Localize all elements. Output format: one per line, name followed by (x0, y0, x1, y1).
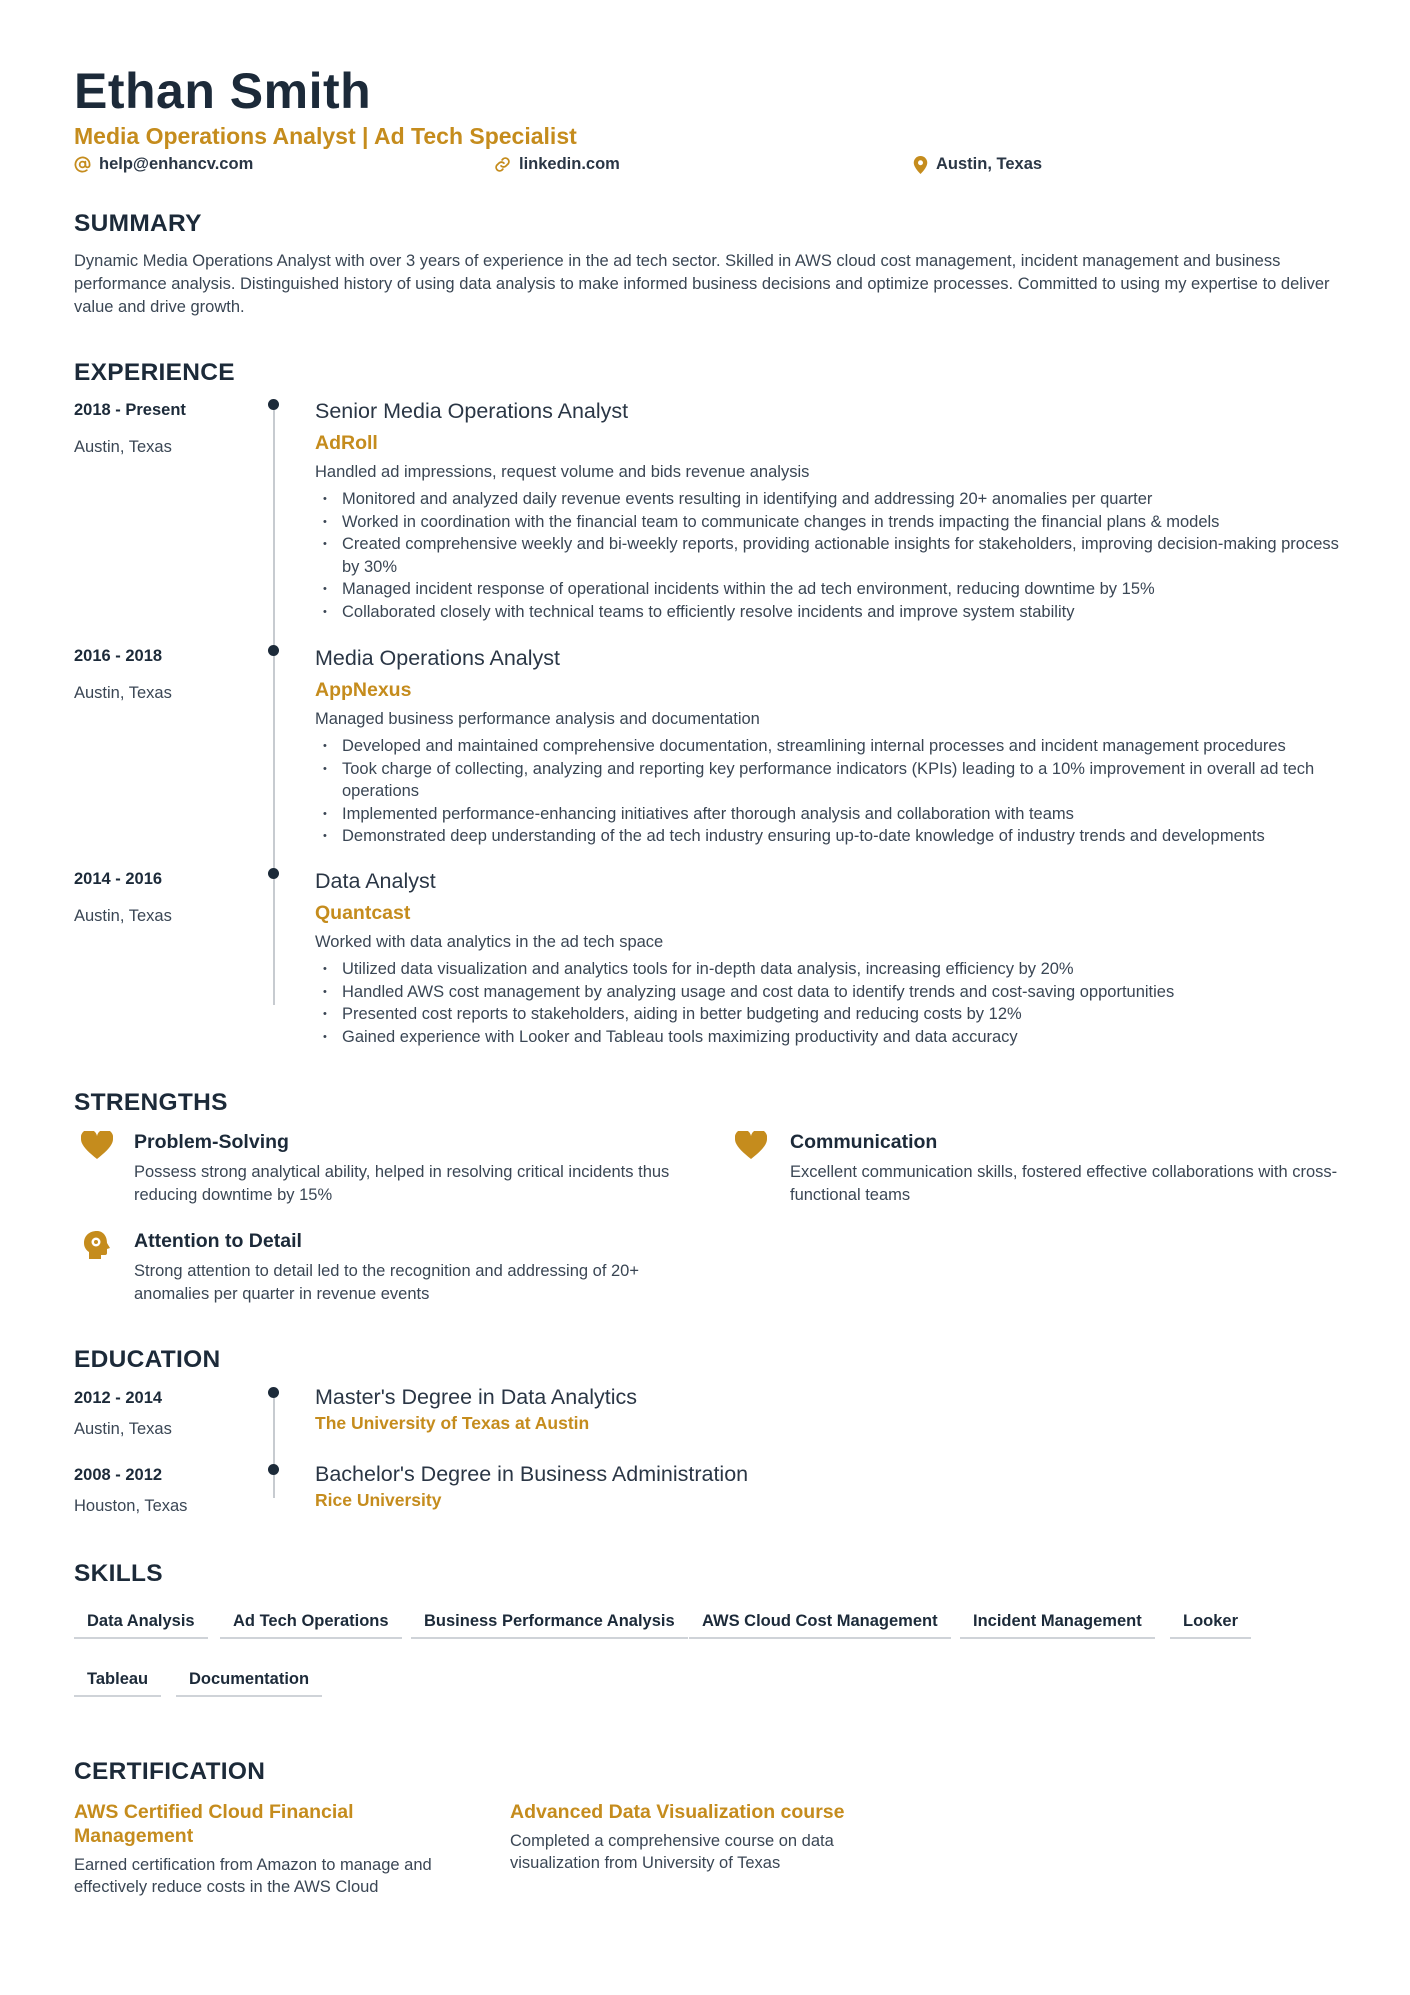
bullet-item: • Utilized data visualization and analytics tools for in-depth data analysis, increasing efficiency by 20% (315, 958, 1345, 981)
job-title: Data Analyst (315, 869, 436, 893)
certification-description: Completed a comprehensive course on data visualization from University of Texas (510, 1832, 834, 1872)
summary-text: Dynamic Media Operations Analyst with over 3 years of experience in the ad tech sector. Skilled in AWS cloud cost management, incident management and business performance analysis. Distinguished history of using data analysis to make informed business decisions and optimize processes. Committed to using my expertise to deliver value and drive growth. (74, 252, 1330, 316)
bullet-item: • Collaborated closely with technical teams to efficiently resolve incidents and improve system stability (315, 601, 1345, 624)
bullet-item: • Worked in coordination with the financial team to communicate changes in trends impacting the financial plans & models (315, 511, 1345, 534)
link-icon (494, 156, 511, 173)
bullet-item: • Took charge of collecting, analyzing and reporting key performance indicators (KPIs) leading to a 10% improvement in overall ad tech operations (315, 758, 1345, 803)
education-dates: 2008 - 2012 (74, 1466, 163, 1484)
bullet-item: • Monitored and analyzed daily revenue events resulting in identifying and addressing 20+ anomalies per quarter (315, 488, 1345, 511)
skill-tag: Business Performance Analysis (411, 1607, 688, 1639)
timeline-dot (268, 399, 279, 410)
company-name: AdRoll (315, 432, 378, 454)
school-name: Rice University (315, 1490, 442, 1510)
certification-item (510, 1800, 910, 1874)
contact-location (913, 155, 1042, 174)
strength-title: Communication (790, 1131, 938, 1153)
job-location: Austin, Texas (74, 438, 172, 456)
experience-timeline (273, 405, 275, 1005)
skill-tag: Incident Management (960, 1607, 1155, 1639)
heart-icon (81, 1131, 113, 1159)
job-location: Austin, Texas (74, 684, 172, 702)
strengths-heading: STRENGTHS (74, 1089, 228, 1116)
bullet-item: • Created comprehensive weekly and bi-weekly reports, providing actionable insights for stakeholders, improving decision-making process by 30% (315, 533, 1345, 578)
job-bullets (315, 958, 1345, 1048)
job-dates: 2016 - 2018 (74, 647, 163, 665)
headline: Media Operations Analyst | Ad Tech Specialist (74, 123, 577, 149)
skills-heading: SKILLS (74, 1560, 163, 1587)
job-bullets (315, 735, 1345, 848)
candidate-name: Ethan Smith (74, 63, 372, 119)
contact-email[interactable] (74, 155, 253, 174)
location-text: Austin, Texas (936, 155, 1043, 173)
bullet-item: • Managed incident response of operational incidents within the ad tech environment, reducing downtime by 15% (315, 578, 1345, 601)
experience-heading: EXPERIENCE (74, 359, 235, 386)
contact-linkedin[interactable] (494, 155, 620, 174)
job-title: Media Operations Analyst (315, 646, 560, 670)
job-bullets (315, 488, 1345, 623)
bullet-item: • Presented cost reports to stakeholders, aiding in better budgeting and reducing costs by 12% (315, 1003, 1345, 1026)
job-title: Senior Media Operations Analyst (315, 399, 629, 423)
bullet-item: • Handled AWS cost management by analyzing usage and cost data to identify trends and cost-saving opportunities (315, 981, 1345, 1004)
job-description: Managed business performance analysis and documentation (315, 710, 760, 728)
bullet-item: • Developed and maintained comprehensive documentation, streamlining internal processes and incident management procedures (315, 735, 1345, 758)
bullet-item: • Implemented performance-enhancing initiatives after thorough analysis and collaboration with teams (315, 803, 1345, 826)
education-location: Houston, Texas (74, 1497, 188, 1515)
timeline-dot (268, 645, 279, 656)
skill-tag: Tableau (74, 1665, 161, 1697)
skill-tag: AWS Cloud Cost Management (689, 1607, 951, 1639)
strength-description: Possess strong analytical ability, helped in resolving critical incidents thus reducing downtime by 15% (134, 1163, 670, 1204)
company-name: Quantcast (315, 902, 411, 924)
map-pin-icon (913, 156, 928, 174)
company-name: AppNexus (315, 679, 412, 701)
strength-title: Problem-Solving (134, 1131, 289, 1153)
job-dates: 2014 - 2016 (74, 870, 163, 888)
degree-title: Bachelor's Degree in Business Administration (315, 1462, 749, 1486)
strength-description: Strong attention to detail led to the recognition and addressing of 20+ anomalies per quarter in revenue events (134, 1262, 639, 1303)
timeline-dot (268, 1387, 279, 1398)
certification-title: AWS Certified Cloud Financial Management (74, 1801, 354, 1847)
certification-description: Earned certification from Amazon to manage and effectively reduce costs in the AWS Cloud (74, 1856, 432, 1896)
skill-tag: Looker (1170, 1607, 1251, 1639)
job-entry (315, 868, 1345, 1048)
education-timeline (273, 1393, 275, 1498)
education-location: Austin, Texas (74, 1420, 172, 1438)
timeline-dot (268, 868, 279, 879)
degree-title: Master's Degree in Data Analytics (315, 1385, 637, 1409)
bullet-item: • Gained experience with Looker and Tableau tools maximizing productivity and data accuracy (315, 1026, 1345, 1049)
summary-heading: SUMMARY (74, 210, 202, 237)
job-dates: 2018 - Present (74, 401, 186, 419)
job-description: Handled ad impressions, request volume and bids revenue analysis (315, 463, 810, 481)
job-description: Worked with data analytics in the ad tech space (315, 933, 664, 951)
email-text: help@enhancv.com (99, 155, 254, 173)
skill-tag: Data Analysis (74, 1607, 208, 1639)
job-entry (315, 398, 1345, 623)
job-location: Austin, Texas (74, 907, 172, 925)
strength-title: Attention to Detail (134, 1230, 302, 1252)
certification-item (74, 1800, 474, 1898)
school-name: The University of Texas at Austin (315, 1413, 590, 1433)
timeline-dot (268, 1464, 279, 1475)
strength-description: Excellent communication skills, fostered effective collaborations with cross-functional teams (790, 1163, 1338, 1204)
certification-heading: CERTIFICATION (74, 1758, 266, 1785)
certification-title: Advanced Data Visualization course (510, 1801, 845, 1823)
skill-tag: Documentation (176, 1665, 322, 1697)
bullet-item: • Demonstrated deep understanding of the ad tech industry ensuring up-to-date knowledge of industry trends and developments (315, 825, 1345, 848)
education-dates: 2012 - 2014 (74, 1389, 163, 1407)
education-heading: EDUCATION (74, 1346, 221, 1373)
at-sign-icon (74, 156, 91, 173)
head-brain-icon (83, 1230, 111, 1260)
linkedin-text: linkedin.com (519, 155, 620, 173)
heart-icon (735, 1131, 767, 1159)
job-entry (315, 645, 1345, 848)
skill-tag: Ad Tech Operations (220, 1607, 402, 1639)
